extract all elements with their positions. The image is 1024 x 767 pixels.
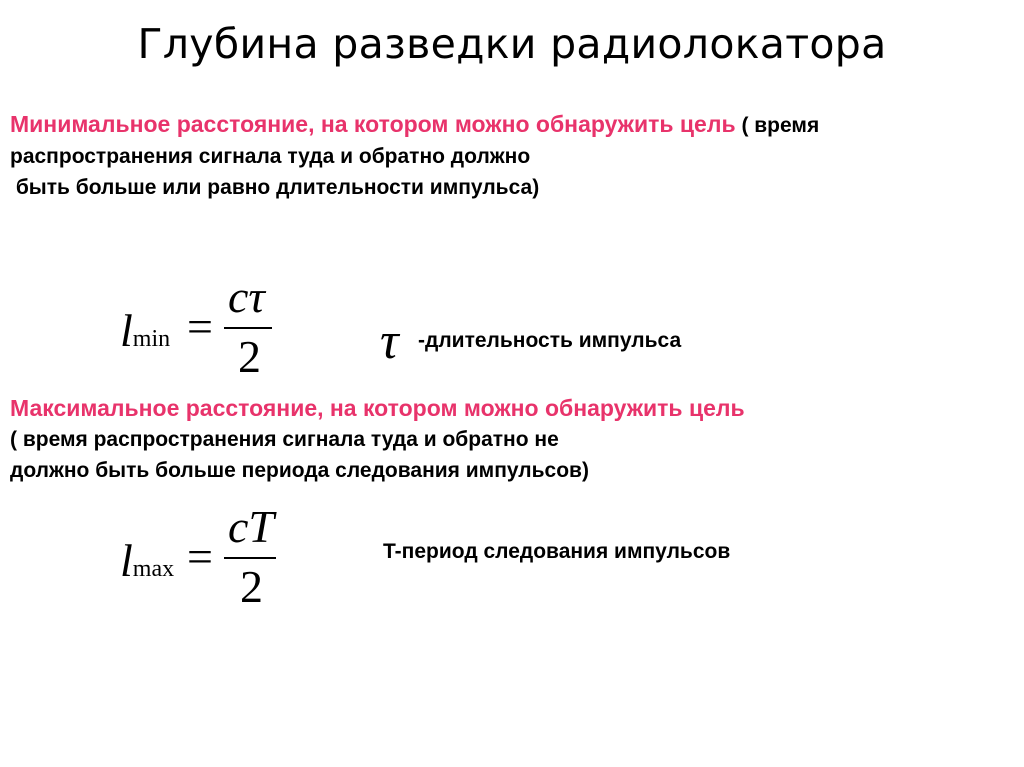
formula-min-distance	[120, 271, 290, 382]
min-distance-line-2: распространения сигнала туда и обратно должно	[10, 145, 531, 168]
formula-max-denominator: 2	[240, 561, 263, 612]
formula-max-distance	[120, 501, 290, 612]
formula-min-lhs	[120, 304, 170, 357]
formula-max-fraction-bar	[224, 557, 276, 559]
formula-max-subscript: max	[132, 556, 175, 582]
formula-min-fraction-bar	[224, 327, 272, 329]
min-distance-heading: Минимальное расстояние, на котором можно обнаружить цель	[10, 111, 736, 137]
max-distance-paragraph	[10, 393, 745, 486]
min-distance-line-1	[10, 109, 819, 141]
slide-title: Глубина разведки радиолокатора	[137, 20, 887, 68]
formula-max-lhs	[120, 534, 174, 587]
formula-max-numerator: cT	[228, 501, 274, 552]
max-distance-line-2: ( время распространения сигнала туда и обратно не	[10, 428, 559, 451]
formula-max-equals: =	[187, 531, 213, 582]
formula-max-var: l	[120, 535, 133, 586]
max-distance-line-3: должно быть больше периода следования импульсов)	[10, 459, 589, 482]
tau-description: -длительность импульса	[418, 329, 682, 352]
min-distance-line-1-tail: ( время	[735, 114, 820, 137]
min-distance-line-3: быть больше или равно длительности импульса)	[10, 176, 540, 199]
formula-min-numerator: cτ	[228, 271, 265, 322]
period-description: T-период следования импульсов	[383, 540, 731, 563]
max-distance-heading: Максимальное расстояние, на котором можно обнаружить цель	[10, 395, 745, 421]
formula-min-var: l	[120, 305, 133, 356]
tau-symbol: τ	[380, 313, 399, 370]
min-distance-paragraph	[10, 109, 819, 203]
formula-min-subscript: min	[132, 326, 171, 352]
formula-min-denominator: 2	[238, 331, 261, 382]
formula-min-equals: =	[187, 301, 213, 352]
